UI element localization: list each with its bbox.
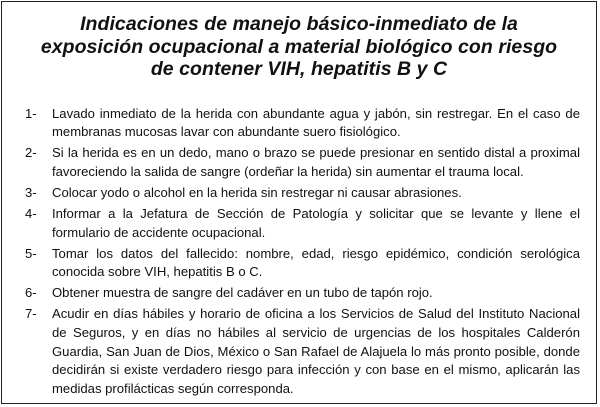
list-item: [2, 305, 596, 399]
item-number: 7-: [25, 306, 37, 322]
list-item: [2, 105, 596, 142]
title-line: Indicaciones de manejo básico-inmediato de la: [80, 13, 518, 35]
item-number: 3-: [25, 184, 37, 200]
title-line: exposición ocupacional a material biológico con riesgo: [40, 35, 558, 58]
item-number: 6-: [25, 285, 37, 301]
item-text: Informar a la Jefatura de Sección de Patología y solicitar que se levante y llene el formulario de accidente ocupacional.: [52, 205, 580, 240]
item-number: 1-: [25, 105, 37, 121]
item-text: Si la herida es en un dedo, mano o brazo se puede presionar en sentido distal a proximal favoreciendo la salida de sangre (ordeñar la herida) sin aumentar el trauma local.: [52, 145, 580, 179]
item-text: Acudir en días hábiles y horario de oficina a los Servicios de Salud del Instituto Nacional de Seguros, y en días no hábiles al servicio de urgencias de los hospitales Calderón Guardia, San Juan de Dios, México o San Rafael de Alajuela lo más pronto posible, donde decidirán si existe verdadero riesgo para infección y con base en el mismo, aplicarán las medidas profilácticas según corresponda.: [52, 306, 580, 397]
item-number: 4-: [25, 205, 37, 221]
list-item: [2, 184, 596, 203]
item-text: Lavado inmediato de la herida con abundante agua y jabón, sin restregar. En el caso de membranas mucosas lavar con abundante suero fisiológico.: [52, 105, 580, 140]
document-title: [14, 13, 584, 81]
item-number: 5-: [25, 245, 37, 261]
item-text: Colocar yodo o alcohol en la herida sin restregar ni causar abrasiones.: [52, 184, 462, 200]
list-item: [2, 205, 596, 242]
list-item: [2, 144, 596, 181]
title-line: de contener VIH, hepatitis B y C: [150, 58, 448, 80]
list-item: [2, 245, 596, 282]
list-item: [2, 284, 596, 303]
item-text: Obtener muestra de sangre del cadáver en un tubo de tapón rojo.: [52, 285, 433, 301]
item-text: Tomar los datos del fallecido: nombre, edad, riesgo epidémico, condición serológica conocida sobre VIH, hepatitis B o C.: [52, 245, 580, 280]
document-frame: [1, 1, 597, 404]
instruction-list: [2, 105, 596, 399]
item-number: 2-: [25, 145, 37, 161]
